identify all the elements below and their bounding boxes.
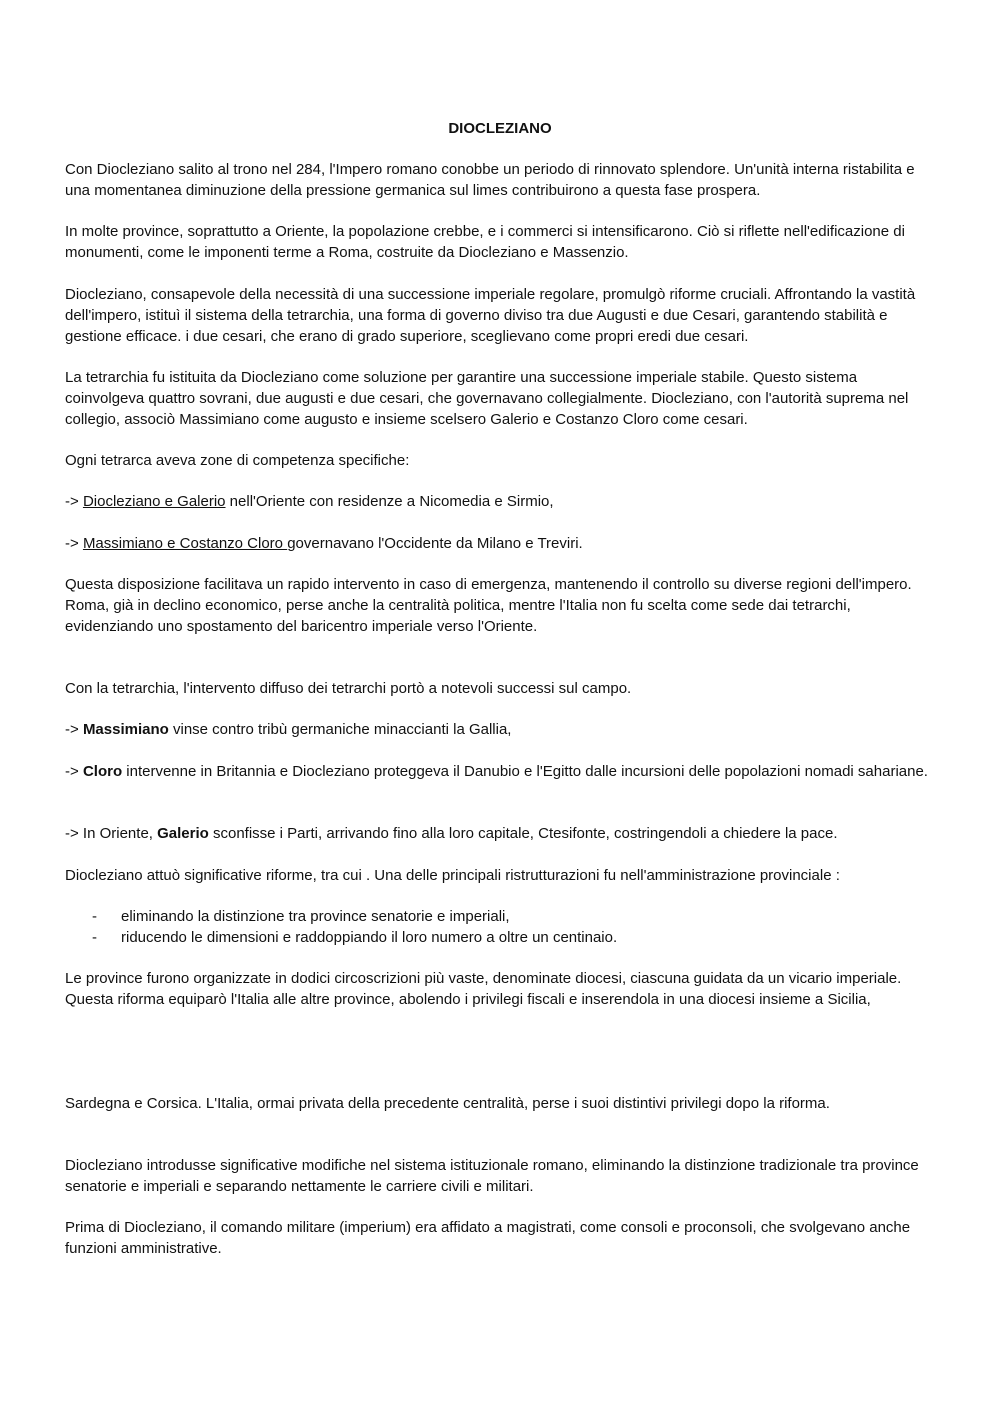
west-description: governavano l'Occidente da Milano e Treviri. [287,535,583,552]
east-zone-line [65,491,935,512]
paragraph-disposition: Questa disposizione facilitava un rapido intervento in caso di emergenza, mantenendo il controllo su diverse regioni dell'impero. Roma, già in declino economico, perse anche la centralità politica, mentre l'Italia non fu scelta come sede dai tetrarchi, evidenziando uno spostamento del baricentro imperiale verso l'Oriente. [65,576,912,635]
cloro-description: intervenne in Britannia e Diocleziano proteggeva il Danubio e l'Egitto dalle incursioni delle popolazioni nomadi sahariane. [122,763,928,780]
paragraph-administration: Diocleziano attuò significative riforme, tra cui . Una delle principali ristrutturazioni fu nell'amministrazione provinciale : [65,867,840,884]
west-rulers: Massimiano e Costanzo Cloro [82,535,288,552]
bullet-text: riducendo le dimensioni e raddoppiando il loro numero a oltre un centinaio. [121,929,618,946]
document-title: DIOCLEZIANO [448,120,552,137]
galerio-name: Galerio [157,825,209,842]
paragraph-successes: Con la tetrarchia, l'intervento diffuso dei tetrarchi portò a notevoli successi sul campo. [65,680,632,697]
arrow: -> [65,493,83,510]
massimiano-name: Massimiano [82,721,169,738]
paragraph-institutions: Diocleziano introdusse significative modifiche nel sistema istituzionale romano, eliminando la distinzione tradizionale tra province senatorie e imperiali e separando nettamente le carriere civili e militari. [65,1157,919,1195]
paragraph-dioceses: Le province furono organizzate in dodici circoscrizioni più vaste, denominate diocesi, ciascuna guidata da un vicario imperiale. Questa riforma equiparò l'Italia alle altre province, abolendo i privilegi fiscali e inserendola in una diocesi insieme a Sicilia, [65,970,902,1008]
galerio-line [65,823,935,844]
massimiano-line [65,719,935,740]
arrow: -> [65,763,83,780]
cloro-line [65,761,935,782]
arrow: -> [65,721,83,738]
paragraph-intro: Con Diocleziano salito al trono nel 284, l'Impero romano conobbe un periodo di rinnovato splendore. Un'unità interna ristabilita e una momentanea diminuzione della pressione germanica sul limes contribuirono a questa fase prospera. [65,161,915,199]
paragraph-zones: Ogni tetrarca aveva zone di competenza specifiche: [65,452,410,469]
east-rulers: Diocleziano e Galerio [82,493,226,510]
bullet-text: eliminando la distinzione tra province senatorie e imperiali, [121,908,510,925]
bullet-mark: - [92,908,97,925]
bullet-mark: - [92,929,97,946]
paragraph-reforms: Diocleziano, consapevole della necessità di una successione imperiale regolare, promulgò riforme cruciali. Affrontando la vastità dell'impero, istituì il sistema della tetrarchia, una forma di governo diviso tra due Augusti e due Cesari, garantendo stabilità e gestione efficace. i due cesari, che erano di grado superiore, sceglievano come propri eredi due cesari. [65,286,916,345]
paragraph-sardinia: Sardegna e Corsica. L'Italia, ormai privata della precedente centralità, perse i suoi distintivi privilegi dopo la riforma. [65,1095,830,1112]
massimiano-description: vinse contro tribù germaniche minaccianti la Gallia, [168,721,512,738]
paragraph-tetrarchy: La tetrarchia fu istituita da Diocleziano come soluzione per garantire una successione imperiale stabile. Questo sistema coinvolgeva quattro sovrani, due augusti e due cesari, che governavano collegialmente. Diocleziano, con l'autorità suprema nel collegio, associò Massimiano come augusto e insieme scelsero Galerio e Costanzo Cloro come cesari. [65,369,909,428]
west-zone-line [65,533,935,554]
cloro-name: Cloro [82,763,123,780]
galerio-description: sconfisse i Parti, arrivando fino alla loro capitale, Ctesifonte, costringendoli a chiedere la pace. [208,825,838,842]
east-description: nell'Oriente con residenze a Nicomedia e Sirmio, [225,493,554,510]
paragraph-imperium: Prima di Diocleziano, il comando militare (imperium) era affidato a magistrati, come consoli e proconsoli, che svolgevano anche funzioni amministrative. [65,1219,911,1257]
arrow: -> [65,535,83,552]
arrow: -> In Oriente, [65,825,158,842]
paragraph-provinces: In molte province, soprattutto a Oriente, la popolazione crebbe, e i commerci si intensificarono. Ciò si riflette nell'edificazione di monumenti, come le imponenti terme a Roma, costruite da Diocleziano e Massenzio. [65,223,905,261]
